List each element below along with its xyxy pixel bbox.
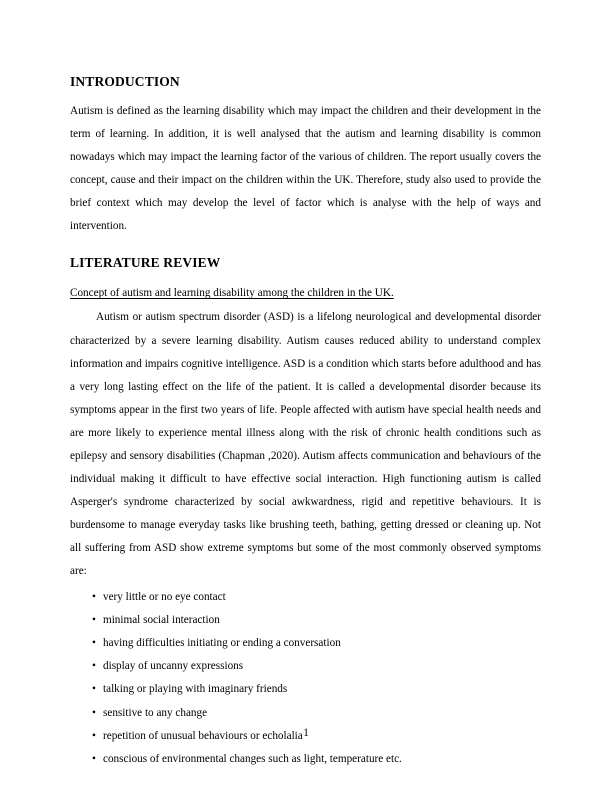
bullet-icon: • xyxy=(92,590,96,603)
bullet-icon: • xyxy=(92,636,96,649)
symptom-list xyxy=(70,586,541,772)
list-item xyxy=(70,702,541,725)
list-item xyxy=(70,748,541,771)
list-item-label: conscious of environmental changes such as light, temperature etc. xyxy=(103,752,402,765)
list-item xyxy=(70,678,541,701)
list-item xyxy=(70,609,541,632)
bullet-icon: • xyxy=(92,752,96,765)
list-item xyxy=(70,655,541,678)
document-body xyxy=(70,74,541,771)
page-number: 1 xyxy=(303,727,309,739)
list-item-label: having difficulties initiating or ending a conversation xyxy=(103,636,341,649)
introduction-heading: INTRODUCTION xyxy=(70,74,180,89)
list-item-label: display of uncanny expressions xyxy=(103,660,244,673)
bullet-icon: • xyxy=(92,706,96,719)
bullet-icon: • xyxy=(92,729,96,742)
list-item xyxy=(70,632,541,655)
list-item xyxy=(70,586,541,609)
list-item-label: repetition of unusual behaviours or echolalia xyxy=(103,729,303,742)
literature-review-heading: LITERATURE REVIEW xyxy=(70,255,221,271)
list-item-label: minimal social interaction xyxy=(103,613,220,626)
literature-review-paragraph: Autism or autism spectrum disorder (ASD) is a lifelong neurological and developmental disorder characterized by a severe learning disability. Autism causes reduced ability to understand complex information and impairs cognitive intelligence. ASD is a condition which starts before adulthood and has a very long lasting effect on the life of the patient. It is called a developmental disorder because its symptoms appear in the first two years of life. People affected with autism have special health needs and are more likely to experience mental illness along with the risk of chronic health conditions such as epilepsy and sensory disabilities (Chapman ,2020). Autism affects communication and behaviours of the individual making it difficult to have effective social interaction. High functioning autism is called Asperger's syndrome characterized by social awkwardness, rigid and repetitive behaviours. It is burdensome to manage everyday tasks like brushing teeth, bathing, getting dressed or cleaning up. Not all suffering from ASD show extreme symptoms but some of the most commonly observed symptoms are: xyxy=(70,311,541,578)
literature-review-subheading: Concept of autism and learning disability among the children in the UK. xyxy=(70,287,394,300)
bullet-icon: • xyxy=(92,613,96,626)
list-item-label: sensitive to any change xyxy=(103,706,208,719)
bullet-icon: • xyxy=(92,683,96,696)
introduction-paragraph: Autism is defined as the learning disability which may impact the children and their development in the term of learning. In addition, it is well analysed that the autism and learning disability is common nowadays which may impact the learning factor of the various of children. The report usually covers the concept, cause and their impact on the children within the UK. Therefore, study also used to provide the brief context which may develop the level of factor which is analyse with the help of ways and intervention. xyxy=(70,104,541,233)
list-item-label: very little or no eye contact xyxy=(103,590,226,603)
list-item-label: talking or playing with imaginary friends xyxy=(103,683,288,696)
bullet-icon: • xyxy=(92,660,96,673)
